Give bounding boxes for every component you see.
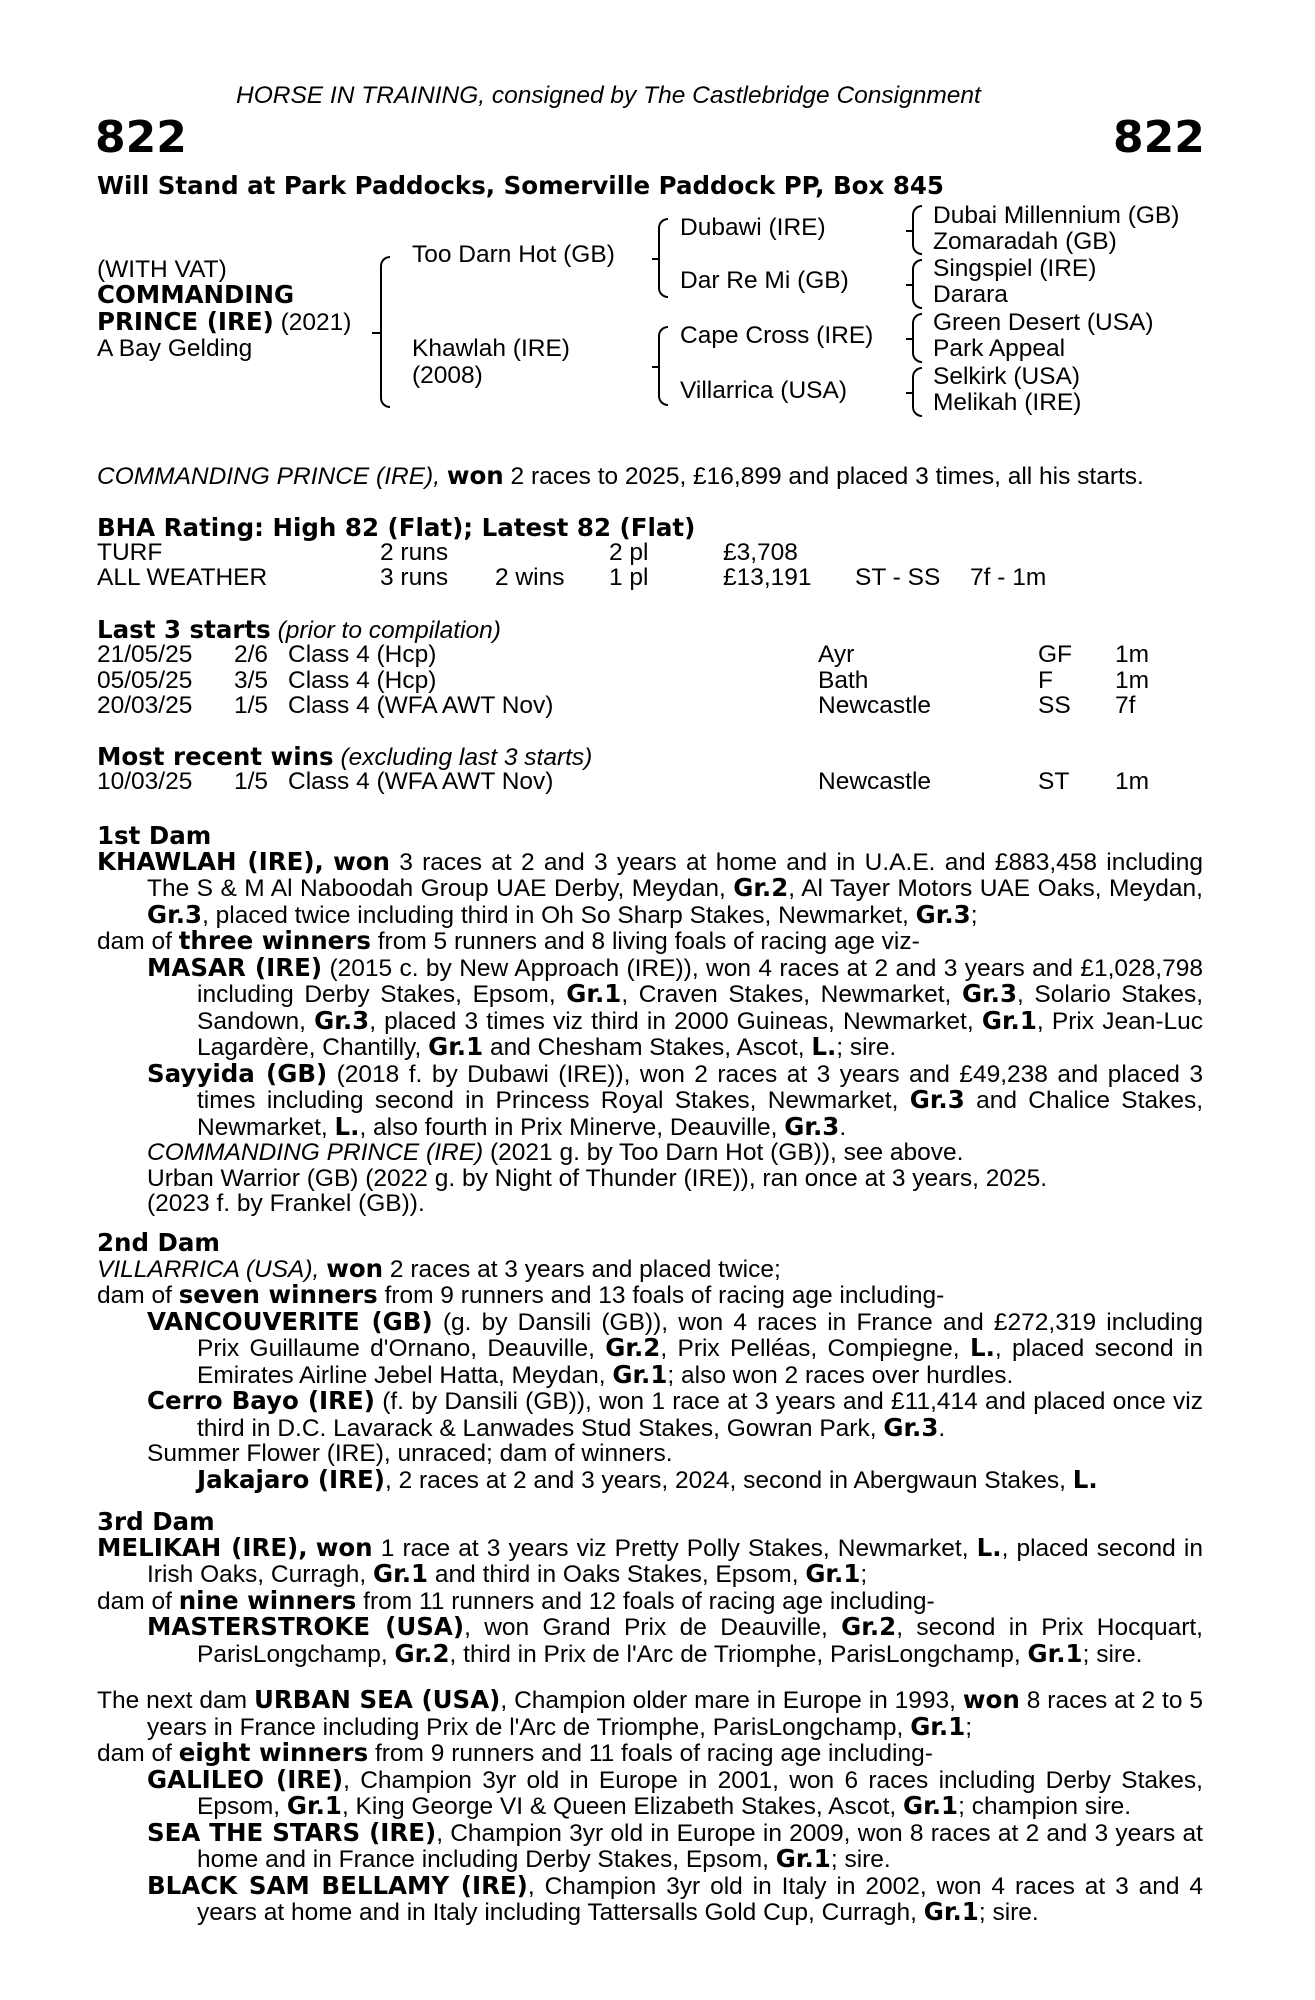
win-going: ST [1038,768,1070,795]
dam-sire-dam: Park Appeal [933,335,1066,362]
horse-name-line1: COMMANDING [97,280,295,309]
winners-count: eight winners [178,1738,369,1767]
progeny-text: (f. by Dansili (GB)), won 1 race at 3 years and £11,414 and placed once viz third in D.C. Lavarack & Lanwades Stud Stakes, Gowran Park, [197,1388,1203,1442]
rating-runs: 3 runs [380,564,449,591]
start-distance: 7f [1115,692,1136,719]
progeny-name: Sayyida (GB) [147,1058,328,1088]
progeny-name: GALILEO (IRE) [147,1764,344,1794]
summary-horse: COMMANDING PRINCE (IRE), [97,463,440,490]
summary-won: won [446,461,504,490]
progeny-text: ; sire. [978,1899,1039,1926]
grade-label: Gr.1 [1027,1638,1083,1668]
win-position: 1/5 [234,768,269,795]
sire-parents-brace [658,218,668,298]
start-date: 05/05/25 [97,667,193,694]
start-position: 1/5 [234,692,269,719]
progeny-entry [97,1764,1203,1820]
start-race: Class 4 (WFA AWT Nov) [288,692,554,719]
grade-label: L. [811,1032,837,1061]
progeny-text: , won Grand Prix de Deauville, [464,1614,828,1641]
next-dam-record [97,1687,1203,1740]
grade-label: Gr.1 [428,1032,484,1061]
recent-wins-note: (excluding last 3 starts) [340,744,593,771]
start-distance: 1m [1115,667,1150,694]
start-position: 3/5 [234,667,269,694]
dd-brace [912,367,922,417]
next-dam-text: 8 races at 2 to 5 years in France including Prix de l'Arc de Triomphe, ParisLongchamp, [147,1687,1203,1741]
progeny-text: , Champion 3yr old in Italy in 2002, won 4 races at 3 and 4 years at home and in Italy including Tattersalls Gold Cup, Curragh, [197,1872,1203,1926]
next-dam-intro: The next dam [97,1687,248,1714]
second-dam-record [97,1253,1203,1283]
progeny-name: MASTERSTROKE (USA) [147,1612,465,1641]
progeny-text: (2015 c. by New Approach (IRE)), won 4 races at 2 and 3 years and £1,028,798 including Derby Stakes, Epsom, [197,954,1203,1008]
dam-of-label: dam of [97,1587,172,1615]
grade-label: Gr.1 [566,979,622,1008]
grade-label: Gr.1 [923,1897,979,1926]
third-dam-text: and third in Oaks Stakes, Epsom, [434,1561,799,1588]
third-dam-text: ; [860,1561,868,1588]
grade-label: Gr.2 [394,1638,450,1668]
second-dam-heading: 2nd Dam [97,1228,220,1257]
progeny-text: , also fourth in Prix Minerve, Deauville, [359,1113,778,1141]
first-dam-record [97,846,1203,929]
progeny-text: , placed second in Emirates Airline Jebel Hatta, Meydan, [197,1335,1203,1389]
dam-dam-sire: Selkirk (USA) [933,363,1081,390]
progeny-name: COMMANDING PRINCE (IRE) [147,1139,484,1166]
start-distance: 1m [1115,641,1150,668]
grade-label: Gr.3 [961,979,1018,1008]
grade-label: Gr.2 [605,1333,661,1362]
progeny-text: . [839,1113,847,1141]
first-dam-heading: 1st Dam [97,821,212,850]
grade-label: Gr.3 [909,1085,965,1114]
progeny-text: , King George VI & Queen Elizabeth Stakes, Ascot, [341,1793,897,1820]
dam-parents-brace [658,326,668,406]
rating-distance: 7f - 1m [970,564,1047,591]
dam-of-label: dam of [97,1282,172,1309]
first-dam-text: , placed twice including third in Oh So Sharp Stakes, Newmarket, [202,901,909,929]
sire-sire-dam: Zomaradah (GB) [933,228,1117,255]
ds-brace [912,313,922,363]
grade-label: Gr.3 [314,1005,370,1035]
third-dam-section [97,1509,1203,1667]
horse-year: (2021) [280,309,352,336]
vat-note: (WITH VAT) [97,256,227,283]
dam-dam-dam: Melikah (IRE) [933,389,1082,416]
next-dam-text: , Champion older mare in Europe in 1993, [500,1687,956,1714]
progeny-text: and Chesham Stakes, Ascot, [489,1034,805,1061]
catalogue-header: HORSE IN TRAINING, consigned by The Castlebridge Consignment [236,82,981,109]
progeny-entry [97,1614,1203,1667]
progeny-text: , Prix Jean-Luc Lagardère, Chantilly, [197,1007,1203,1061]
grade-label: Gr.3 [883,1412,939,1442]
rating-going: ST - SS [855,564,941,591]
progeny-text: ; sire. [830,1846,891,1873]
start-going: F [1038,667,1053,694]
progeny-entry [97,1388,1203,1441]
grade-label: Gr.2 [733,873,789,902]
start-going: GF [1038,641,1073,668]
start-position: 2/6 [234,641,269,668]
ss-brace [912,205,922,255]
last-starts-label: Last 3 starts [97,615,271,644]
start-race: Class 4 (Hcp) [288,667,437,694]
grade-label: Gr.1 [981,1005,1037,1035]
sd-brace [912,259,922,309]
progeny-text: , third in Prix de l'Arc de Triomphe, ParisLongchamp, [449,1640,1021,1668]
dam-year: (2008) [412,362,483,389]
sire-dam-dam: Darara [933,281,1008,308]
grade-label: Gr.1 [775,1844,831,1873]
rating-surface: ALL WEATHER [97,564,268,591]
dam-sire: Cape Cross (IRE) [680,322,874,349]
sire-dam-brace [380,256,390,408]
progeny-text: (2021 g. by Too Darn Hot (GB)), see above. [490,1139,964,1166]
progeny-text: , Craven Stakes, Newmarket, [621,981,952,1008]
last-starts-title [97,617,501,644]
dam-of-label: dam of [97,928,172,955]
progeny-name: VANCOUVERITE (GB) [147,1306,433,1336]
progeny-entry: Summer Flower (IRE), unraced; dam of winners. [147,1440,673,1467]
win-distance: 1m [1115,768,1150,795]
progeny-text: , Champion 3yr old in Europe in 2001, won 6 races including Derby Stakes, Epsom, [197,1766,1203,1820]
rating-placed: 1 pl [609,564,649,591]
horse-name-bold: PRINCE (IRE) [97,307,274,336]
next-dam-text: ; [965,1713,973,1741]
progeny-text: , Prix Pelléas, Compiegne, [660,1335,960,1362]
progeny-text: , Solario Stakes, Sandown, [197,981,1204,1035]
rating-wins: 2 wins [495,564,565,591]
progeny-entry: (2023 f. by Frankel (GB)). [147,1190,425,1217]
progeny-text: (g. by Dansili (GB)), won 4 races in France and £272,319 including Prix Guillaume d'Ornano, Deauville, [197,1308,1203,1362]
progeny-entry [97,1058,1204,1141]
progeny-name: SEA THE STARS (IRE) [147,1817,437,1847]
next-dam-name: URBAN SEA (USA) [253,1685,501,1714]
progeny-text: ; champion sire. [958,1793,1132,1820]
rating-surface: TURF [97,539,163,566]
third-dam-record [97,1532,1203,1588]
won-label: won [333,846,391,876]
start-course: Newcastle [818,692,932,719]
recent-wins-title [97,744,592,771]
first-dam-name: KHAWLAH (IRE), [97,846,324,876]
progeny-entry [97,1140,1203,1166]
progeny-text: , 2 races at 2 and 3 years, 2024, second in Abergwaun Stakes, [384,1466,1066,1494]
progeny-text: ; sire. [836,1034,897,1061]
third-dam-heading: 3rd Dam [97,1507,215,1536]
sire-sire-sire: Dubai Millennium (GB) [933,202,1180,229]
progeny-text: ; also won 2 races over hurdles. [667,1361,1014,1389]
dam: Khawlah (IRE) [412,335,570,362]
lot-number-right: 822 [1113,112,1205,163]
produce-text: from 11 runners and 12 foals of racing age including- [363,1587,935,1615]
start-date: 20/03/25 [97,692,193,719]
third-dam-text: , placed second in Irish Oaks, Curragh, [147,1534,1203,1588]
grade-label: Gr.1 [373,1559,429,1588]
progeny-text: (2018 f. by Dubawi (IRE)), won 2 races at 3 years and £49,238 and placed 3 times including second in Princess Royal Stakes, Newmarket, [197,1060,1203,1114]
grade-label: Gr.1 [612,1359,668,1389]
produce-text: from 5 runners and 8 living foals of racing age viz- [377,928,920,955]
progeny-text: , placed 3 times viz third in 2000 Guineas, Newmarket, [369,1007,974,1035]
start-race: Class 4 (Hcp) [288,641,437,668]
progeny-name: Cerro Bayo (IRE) [147,1386,375,1415]
sire-dam: Dar Re Mi (GB) [680,267,849,294]
progeny-text: , Champion 3yr old in Europe in 2009, won 8 races at 2 and 3 years at home and in France including Derby Stakes, Epsom, [197,1819,1203,1873]
winners-count: three winners [178,926,371,955]
progeny-entry [97,1306,1203,1389]
rating-placed: 2 pl [609,539,649,566]
grade-label: L. [969,1333,995,1362]
progeny-entry [97,952,1204,1061]
grade-label: L. [334,1111,360,1141]
grade-label: Gr.3 [915,899,971,929]
grand-progeny-entry [97,1464,1203,1494]
rating-prize: £13,191 [723,564,812,591]
start-course: Ayr [818,641,855,668]
grade-label: Gr.1 [805,1559,861,1588]
win-course: Newcastle [818,768,932,795]
last-starts-note: (prior to compilation) [277,617,501,644]
winners-count: seven winners [178,1280,378,1309]
win-date: 10/03/25 [97,768,193,795]
first-dam-text: ; [970,901,978,929]
dam-sire-sire: Green Desert (USA) [933,309,1154,336]
progeny-entry [97,1870,1203,1926]
start-going: SS [1038,692,1071,719]
first-dam-produce-summary [97,928,1203,955]
grade-label: L. [1072,1464,1098,1494]
winners-count: nine winners [178,1585,357,1615]
grade-label: L. [976,1532,1002,1562]
rating-runs: 2 runs [380,539,449,566]
start-course: Bath [818,667,869,694]
grade-label: Gr.1 [903,1791,959,1820]
progeny-name: Jakajaro (IRE) [197,1464,385,1494]
sire: Too Darn Hot (GB) [412,241,615,268]
second-dam-section [97,1230,1203,1493]
horse-description: A Bay Gelding [97,335,253,362]
progeny-name: MASAR (IRE) [147,952,323,982]
won-label: won [315,1532,373,1562]
produce-text: from 9 runners and 13 foals of racing age including- [384,1282,945,1309]
second-dam-name: VILLARRICA (USA), [97,1255,320,1283]
first-dam-section [97,823,1203,1217]
progeny-name: BLACK SAM BELLAMY (IRE) [147,1870,528,1900]
rating-prize: £3,708 [723,539,798,566]
won-label: won [962,1685,1020,1714]
next-dam-produce-summary [97,1740,1203,1767]
race-summary [97,463,1144,490]
win-race: Class 4 (WFA AWT Nov) [288,768,554,795]
third-dam-name: MELIKAH (IRE), [97,1532,308,1562]
lot-number-left: 822 [95,112,187,163]
sire-sire: Dubawi (IRE) [680,214,826,241]
horse-name-line2 [97,309,351,336]
third-dam-text: 1 race at 3 years viz Pretty Polly Stakes, Newmarket, [380,1534,969,1562]
first-dam-text: 3 races at 2 and 3 years at home and in U.A.E. and £883,458 including The S & M Al Naboodah Group UAE Derby, Meydan, [147,848,1203,902]
start-date: 21/05/25 [97,641,193,668]
dam-of-label: dam of [97,1740,172,1767]
recent-wins-label: Most recent wins [97,742,334,771]
progeny-entry: Urban Warrior (GB) (2022 g. by Night of Thunder (IRE)), ran once at 3 years, 2025. [147,1164,1048,1192]
third-dam-produce-summary [97,1585,1203,1615]
won-label: won [326,1253,384,1283]
progeny-text: , second in Prix Hocquart, ParisLongchamp, [197,1614,1203,1668]
progeny-text: ; sire. [1082,1640,1143,1668]
progeny-text: and Chalice Stakes, Newmarket, [197,1087,1204,1141]
first-dam-text: , Al Tayer Motors UAE Oaks, Meydan, [788,875,1203,902]
grade-label: Gr.1 [286,1791,342,1820]
second-dam-text: 2 races at 3 years and placed twice; [389,1255,781,1283]
grade-label: Gr.3 [147,899,203,929]
progeny-entry [97,1817,1203,1873]
dam-dam: Villarrica (USA) [680,377,847,404]
grade-label: Gr.1 [910,1711,966,1741]
bha-rating-title: BHA Rating: High 82 (Flat); Latest 82 (Flat) [97,513,696,542]
sire-dam-sire: Singspiel (IRE) [933,255,1097,282]
produce-text: from 9 runners and 11 foals of racing age including- [374,1740,933,1767]
summary-text: 2 races to 2025, £16,899 and placed 3 times, all his starts. [510,463,1144,490]
progeny-text: . [938,1414,946,1442]
next-dam-section [97,1687,1203,1926]
grade-label: Gr.3 [784,1111,840,1141]
grade-label: Gr.2 [841,1612,897,1641]
second-dam-produce-summary [97,1282,1203,1309]
stand-location: Will Stand at Park Paddocks, Somerville Paddock PP, Box 845 [97,171,944,200]
